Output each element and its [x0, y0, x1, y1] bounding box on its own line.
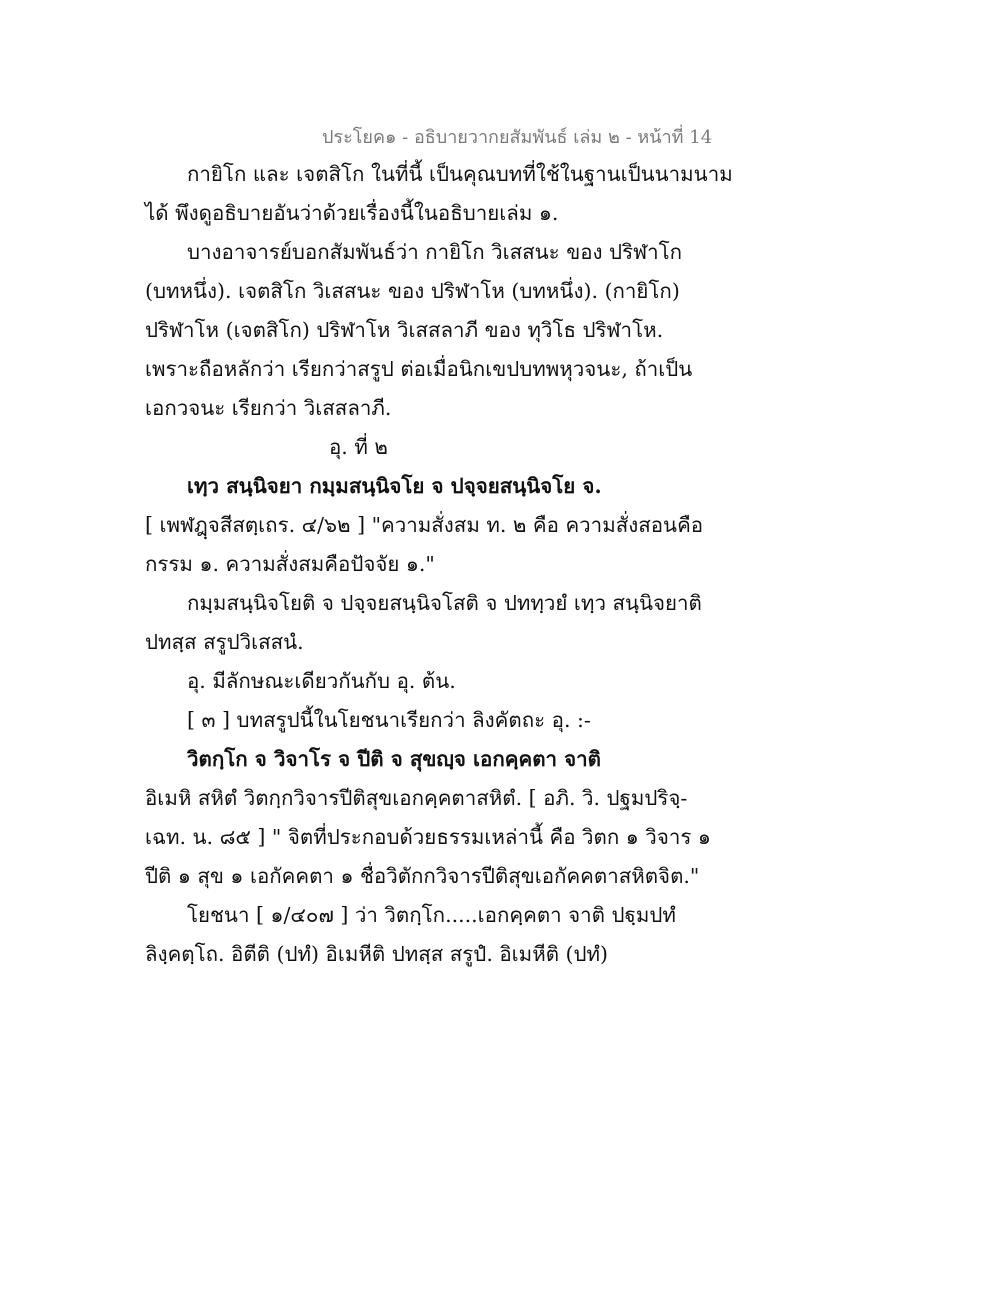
- paragraph-line: กายิโก และ เจตสิโก ในที่นี้ เป็นคุณบทที่ใช้ในฐานเป็นนามนาม: [187, 162, 733, 186]
- body-text: [145, 155, 733, 974]
- page-header: ประโยค๑ - อธิบายวากยสัมพันธ์ เล่ม ๒ - หน้าที่ 14: [322, 127, 713, 148]
- paragraph-line: ปีติ ๑ สุข ๑ เอกัคคตา ๑ ชื่อวิตักกวิจารปีติสุขเอกัคคตาสหิตจิต.": [145, 864, 700, 888]
- paragraph-line: กมฺมสนฺนิจโยติ จ ปจฺจยสนฺนิจโสติ จ ปททฺวยํ เทฺว สนฺนิจยาติ: [187, 591, 702, 615]
- paragraph-line: ปทสฺส สรูปวิเสสนํ.: [145, 630, 304, 654]
- paragraph-line: ได้ พึงดูอธิบายอันว่าด้วยเรื่องนี้ในอธิบายเล่ม ๑.: [145, 201, 559, 225]
- paragraph-line: ปริฬาโห (เจตสิโก) ปริฬาโห วิเสสลาภี ของ ทุวิโธ ปริฬาโห.: [145, 318, 664, 342]
- paragraph-line: เฉท. น. ๘๕ ] " จิตที่ประกอบด้วยธรรมเหล่านี้ คือ วิตก ๑ วิจาร ๑: [145, 825, 711, 849]
- paragraph-line: บางอาจารย์บอกสัมพันธ์ว่า กายิโก วิเสสนะ ของ ปริฬาโก: [187, 240, 683, 264]
- example-heading: อุ. ที่ ๒: [329, 435, 388, 459]
- paragraph-line: [ เพฬฎฺจสีสตฺเถร. ๔/๖๒ ] "ความสั่งสม ท. ๒ คือ ความสั่งสอนคือ: [145, 513, 704, 537]
- paragraph-line: กรรม ๑. ความสั่งสมคือปัจจัย ๑.": [145, 552, 435, 576]
- paragraph-line: เอกวจนะ เรียกว่า วิเสสลาภี.: [145, 396, 392, 420]
- pali-example-line: เทฺว สนฺนิจยา กมฺมสนฺนิจโย จ ปจฺจยสนฺนิจโย จ.: [187, 474, 602, 498]
- paragraph-line: เพราะถือหลักว่า เรียกว่าสรูป ต่อเมื่อนิกเขปบทพหุวจนะ, ถ้าเป็น: [145, 357, 693, 381]
- paragraph-line: อุ. มีลักษณะเดียวกันกับ อุ. ต้น.: [187, 669, 456, 693]
- pali-example-line: วิตกฺโก จ วิจาโร จ ปีติ จ สุขญฺจ เอกคฺคตา จาติ: [187, 747, 601, 771]
- paragraph-line: ลิงฺคตฺโถ. อิตีติ (ปทํ) อิเมหีติ ปทสฺส สรูปํ. อิเมหีติ (ปทํ): [145, 942, 609, 966]
- paragraph-line: (บทหนึ่ง). เจตสิโก วิเสสนะ ของ ปริฬาโห (บทหนึ่ง). (กายิโก): [145, 279, 680, 303]
- paragraph-line: อิเมหิ สหิตํ วิตกฺกวิจารปีติสุขเอกคฺคตาสหิตํ. [ อภิ. วิ. ปฐมปริจฺ-: [145, 786, 688, 810]
- section-line: [ ๓ ] บทสรูปนี้ในโยชนาเรียกว่า ลิงคัตถะ อุ. :-: [187, 708, 591, 732]
- paragraph-line: โยชนา [ ๑/๔๐๗ ] ว่า วิตกฺโก.....เอกคฺคตา จาติ ปฐฺมปทํ: [187, 903, 676, 927]
